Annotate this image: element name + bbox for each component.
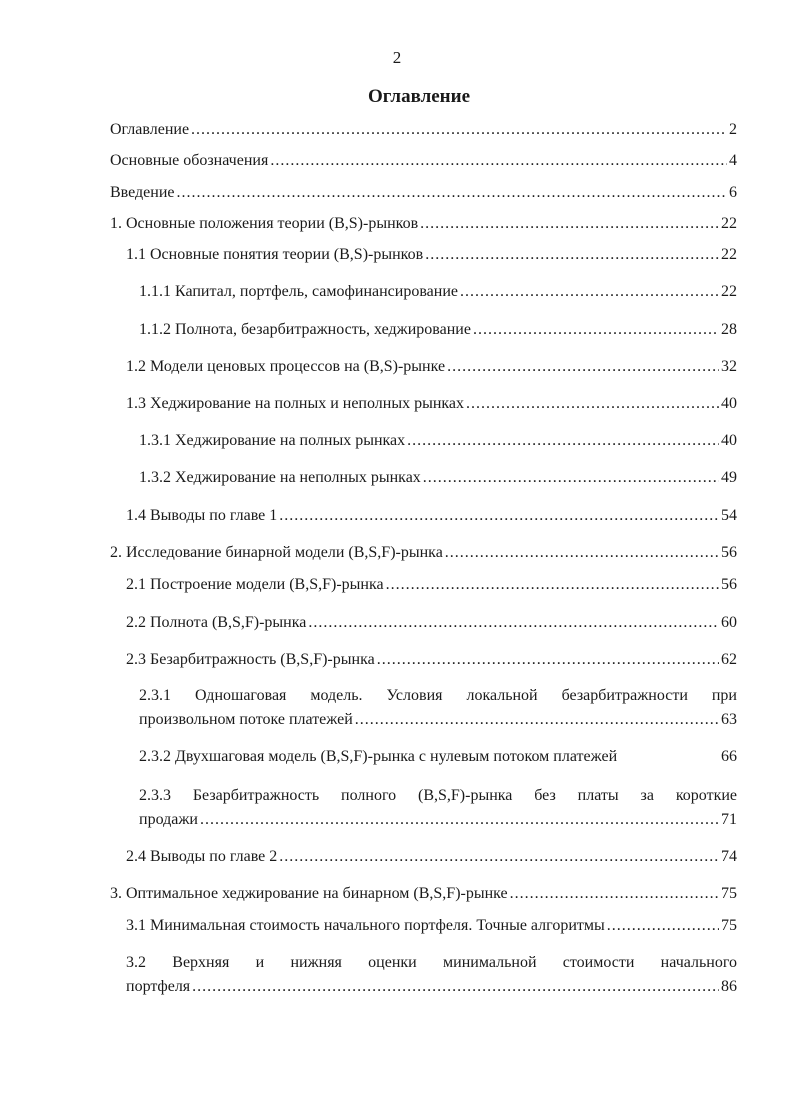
toc-entry-label: Введение (110, 184, 175, 201)
toc-entry (110, 212, 737, 236)
toc-entry-label-line1: 3.2 Верхняя и нижняя оценки минимальной стоимости начального (126, 954, 737, 971)
toc-entry-page: 54 (721, 507, 737, 524)
toc-entry-page: 71 (721, 811, 737, 828)
toc-entry-label: Оглавление (110, 121, 190, 138)
toc-entry-label: 1.3.1 Хеджирование на полных рынках (139, 432, 406, 449)
toc-entry (126, 611, 737, 635)
toc-entry-label: 2.2 Полнота (B,S,F)-рынка (126, 614, 307, 631)
toc-entry (126, 355, 737, 379)
toc-entry (126, 951, 737, 999)
toc-entry-label: 2.1 Построение модели (B,S,F)-рынка (126, 576, 384, 593)
toc-entry (126, 914, 737, 938)
toc-entry-page: 74 (721, 848, 737, 865)
toc-entry-label: продажи (139, 811, 198, 828)
toc-entry (139, 280, 737, 304)
toc-entry (110, 882, 737, 906)
toc-entry-label: 1.4 Выводы по главе 1 (126, 507, 278, 524)
toc-entry-page: 2 (729, 121, 737, 138)
toc-entry (110, 118, 737, 142)
toc-entry (110, 541, 737, 565)
toc-entry (126, 845, 737, 869)
toc-entry-page: 63 (721, 711, 737, 728)
toc-entry-label: 2.3.2 Двухшаговая модель (B,S,F)-рынка с нулевым потоком платежей (139, 748, 618, 765)
toc-entry-page: 60 (721, 614, 737, 631)
toc-entry-label: 2. Исследование бинарной модели (B,S,F)-рынка (110, 544, 443, 561)
toc-entry-page: 22 (721, 215, 737, 232)
toc-entry-page: 22 (721, 283, 737, 300)
toc-entry-label: портфеля (126, 978, 191, 995)
toc-entry (110, 181, 737, 205)
toc-entry-label: 1.1.1 Капитал, портфель, самофинансирование (139, 283, 458, 300)
toc-entry-label: 2.4 Выводы по главе 2 (126, 848, 278, 865)
page-number: 2 (392, 48, 402, 67)
toc-entry-page: 6 (729, 184, 737, 201)
toc-entry-page: 75 (721, 917, 737, 934)
toc-entry-page: 49 (721, 469, 737, 486)
toc-entry-page: 66 (721, 748, 737, 765)
toc-entry-label: 3.1 Минимальная стоимость начального портфеля. Точные алгоритмы (126, 917, 605, 934)
toc-entry-page: 4 (729, 152, 737, 169)
toc-entry (139, 466, 737, 490)
toc-entry-page: 28 (721, 321, 737, 338)
toc-entry-label: 1.1 Основные понятия теории (B,S)-рынков (126, 246, 424, 263)
toc-entry-label: 1.2 Модели ценовых процессов на (B,S)-рынке (126, 358, 446, 375)
toc-entry (126, 573, 737, 597)
toc-entry-label: 2.3 Безарбитражность (B,S,F)-рынка (126, 651, 375, 668)
toc-entry-page: 62 (721, 651, 737, 668)
toc-entry (126, 648, 737, 672)
toc-entry-page: 75 (721, 885, 737, 902)
toc-entry (139, 318, 737, 342)
toc-entry (126, 243, 737, 267)
toc-entry-label-line1: 2.3.1 Одношаговая модель. Условия локальной безарбитражности при (139, 687, 737, 704)
toc-entry (139, 784, 737, 832)
toc-entry (139, 745, 737, 769)
toc-title: Оглавление (367, 86, 471, 107)
toc-entry-label: Основные обозначения (110, 152, 269, 169)
toc-entry-page: 56 (721, 544, 737, 561)
toc-entry (139, 429, 737, 453)
toc-entry-page: 86 (721, 978, 737, 995)
toc-entry-label: 1.3.2 Хеджирование на неполных рынках (139, 469, 421, 486)
toc-entry (126, 392, 737, 416)
toc-entry-label: 3. Оптимальное хеджирование на бинарном (B,S,F)-рынке (110, 885, 508, 902)
toc-entry-label-line1: 2.3.3 Безарбитражность полного (B,S,F)-рынка без платы за короткие (139, 787, 737, 804)
toc-entry-page: 56 (721, 576, 737, 593)
toc-entry-label: 1.3 Хеджирование на полных и неполных рынках (126, 395, 465, 412)
toc-entry (139, 684, 737, 732)
toc-entry-label: 1.1.2 Полнота, безарбитражность, хеджирование (139, 321, 471, 338)
toc-entry-page: 22 (721, 246, 737, 263)
toc-entry-label: произвольном потоке платежей (139, 711, 353, 728)
toc-entry-label: 1. Основные положения теории (B,S)-рынков (110, 215, 419, 232)
toc-entry-page: 40 (721, 432, 737, 449)
toc-entry-page: 32 (721, 358, 737, 375)
toc-entry-page: 40 (721, 395, 737, 412)
toc-entry (126, 504, 737, 528)
toc-entry (110, 149, 737, 173)
